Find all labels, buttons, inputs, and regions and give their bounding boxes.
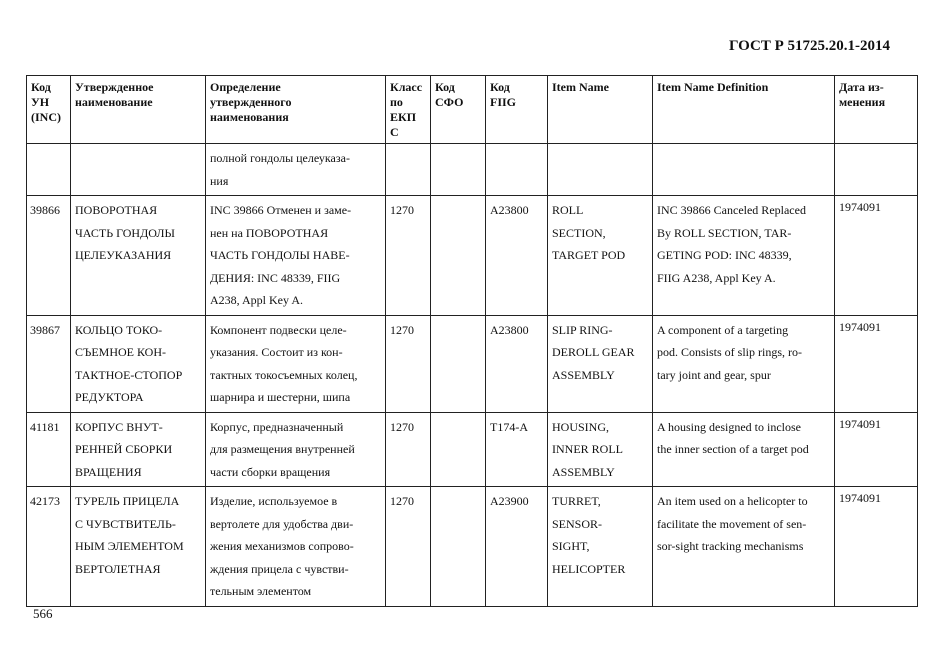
approved-name-cell: ПОВОРОТНАЯ ЧАСТЬ ГОНДОЛЫ ЦЕЛЕУКАЗАНИЯ	[71, 196, 206, 316]
date-cell: 1974091	[835, 487, 918, 607]
header-definition: Определение утвержденного наименования	[206, 76, 386, 144]
header-sfo: Код СФО	[431, 76, 486, 144]
approved-name-cell: ТУРЕЛЬ ПРИЦЕЛА С ЧУВСТВИТЕЛЬ- НЫМ ЭЛЕМЕНТОМ ВЕРТОЛЕТНАЯ	[71, 487, 206, 607]
approved-name-cell: КОЛЬЦО ТОКО- СЪЕМНОЕ КОН- ТАКТНОЕ-СТОПОР РЕДУКТОРА	[71, 315, 206, 412]
item-definition-cell: INC 39866 Canceled Replaced By ROLL SECTION, TAR- GETING POD: INC 48339, FIIG A238, Appl Key A.	[653, 196, 835, 316]
header-item-name: Item Name	[548, 76, 653, 144]
header-item-definition: Item Name Definition	[653, 76, 835, 144]
definition-cell: INC 39866 Отменен и заме- нен на ПОВОРОТНАЯ ЧАСТЬ ГОНДОЛЫ НАВЕ- ДЕНИЯ: INC 48339, FIIG A238, Appl Key A.	[206, 196, 386, 316]
standard-number: ГОСТ Р 51725.20.1-2014	[728, 38, 890, 54]
item-name-cell: HOUSING, INNER ROLL ASSEMBLY	[548, 412, 653, 487]
sfo-cell	[431, 196, 486, 316]
header-fiig: Код FIIG	[486, 76, 548, 144]
date-cell: 1974091	[835, 412, 918, 487]
date-cell: 1974091	[835, 196, 918, 316]
approved-name-cell: КОРПУС ВНУТ- РЕННЕЙ СБОРКИ ВРАЩЕНИЯ	[71, 412, 206, 487]
fiig-cell: A23900	[486, 487, 548, 607]
table-row	[27, 144, 918, 196]
inc-cell: 41181	[27, 412, 71, 487]
inc-cell: 39866	[27, 196, 71, 316]
table-row	[27, 315, 918, 412]
sfo-cell	[431, 487, 486, 607]
definition-cell: Компонент подвески целе- указания. Состоит из кон- тактных токосъемных колец, шарнира и шестерни, шипа	[206, 315, 386, 412]
inc-cell: 39867	[27, 315, 71, 412]
definition-cell: Изделие, используемое в вертолете для удобства дви- жения механизмов сопрово- ждения прицела с чувстви- тельным элементом	[206, 487, 386, 607]
item-name-cell: ROLL SECTION, TARGET POD	[548, 196, 653, 316]
date-cell	[835, 144, 918, 196]
table-row	[27, 487, 918, 607]
header-class: Класс по ЕКП С	[386, 76, 431, 144]
class-cell: 1270	[386, 487, 431, 607]
fiig-cell: A23800	[486, 315, 548, 412]
date-cell: 1974091	[835, 315, 918, 412]
table-row	[27, 196, 918, 316]
definition-cell: Корпус, предназначенный для размещения внутренней части сборки вращения	[206, 412, 386, 487]
header-approved-name: Утвержденное наименование	[71, 76, 206, 144]
class-cell: 1270	[386, 196, 431, 316]
class-cell: 1270	[386, 412, 431, 487]
item-definition-cell	[653, 144, 835, 196]
nomenclature-table	[26, 75, 918, 607]
page-number: 566	[33, 606, 53, 621]
table-row	[27, 412, 918, 487]
item-definition-cell: A housing designed to inclose the inner section of a target pod	[653, 412, 835, 487]
item-definition-cell: A component of a targeting pod. Consists of slip rings, ro- tary joint and gear, spur	[653, 315, 835, 412]
inc-cell	[27, 144, 71, 196]
header-inc: Код УН (INC)	[27, 76, 71, 144]
item-name-cell	[548, 144, 653, 196]
sfo-cell	[431, 412, 486, 487]
fiig-cell: T174-A	[486, 412, 548, 487]
header-date: Дата из- менения	[835, 76, 918, 144]
sfo-cell	[431, 315, 486, 412]
class-cell: 1270	[386, 315, 431, 412]
item-name-cell: SLIP RING- DEROLL GEAR ASSEMBLY	[548, 315, 653, 412]
sfo-cell	[431, 144, 486, 196]
fiig-cell: A23800	[486, 196, 548, 316]
item-name-cell: TURRET, SENSOR- SIGHT, HELICOPTER	[548, 487, 653, 607]
approved-name-cell	[71, 144, 206, 196]
definition-cell: полной гондолы целеуказа- ния	[206, 144, 386, 196]
item-definition-cell: An item used on a helicopter to facilitate the movement of sen- sor-sight tracking mechanisms	[653, 487, 835, 607]
fiig-cell	[486, 144, 548, 196]
table-header-row	[27, 76, 918, 144]
inc-cell: 42173	[27, 487, 71, 607]
class-cell	[386, 144, 431, 196]
